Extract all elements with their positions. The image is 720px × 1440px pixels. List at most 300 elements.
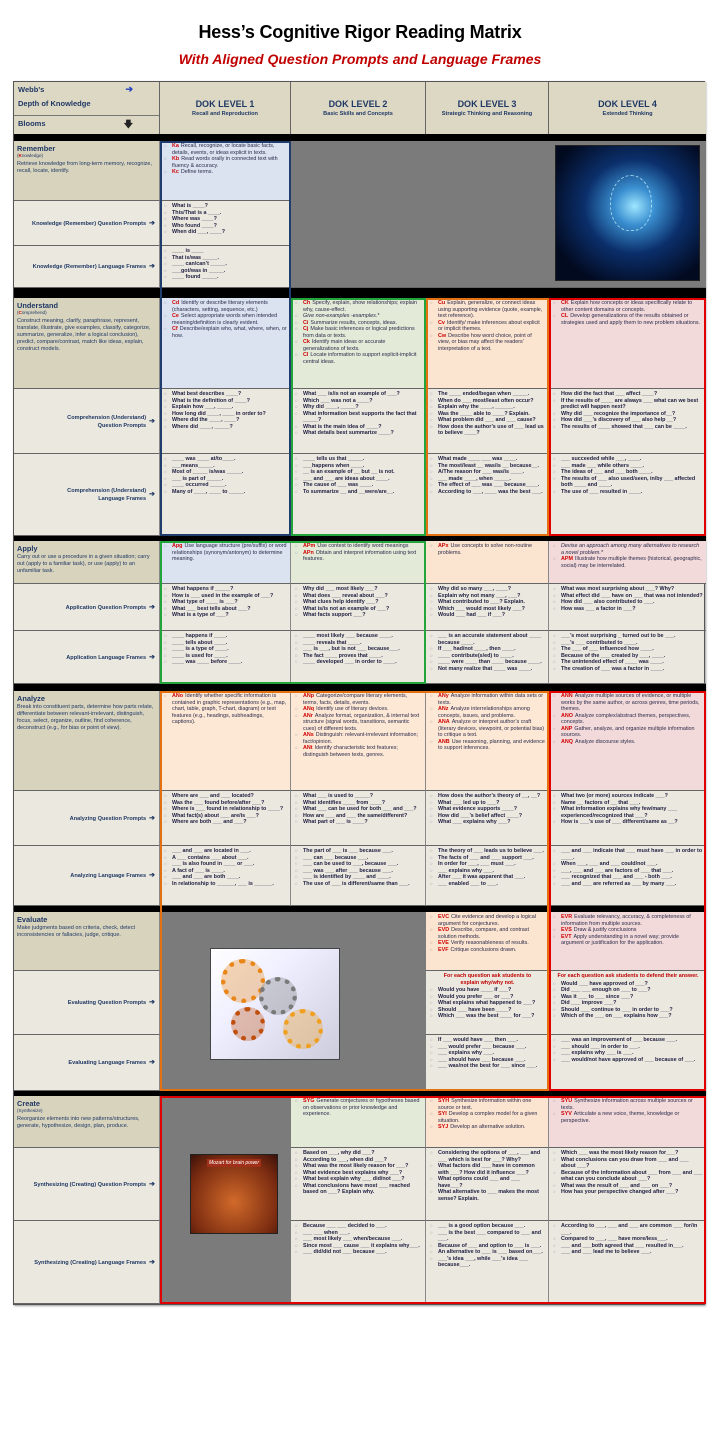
list-item: ○ Why did ___ most likely ___? <box>295 586 422 593</box>
bloom-alt-name: (Knowledge) <box>17 153 44 158</box>
list-item <box>295 339 422 352</box>
skill-text: Synthesize information across multiple sources or texts. <box>561 1098 693 1111</box>
apply-language-frames-label <box>14 631 160 684</box>
list-item: ○ What ___ is/is not an example of ___? <box>295 391 422 398</box>
list-item: ○ ___ made ____, when _____. <box>430 476 545 483</box>
list-item: ○ What contributed to ___? Explain. <box>430 599 545 606</box>
skill-text: Analyze format, organization, & internal text structure (signal words, transitions, semantic cues) of different texts. <box>303 712 420 732</box>
skill-code: Ch <box>303 300 311 306</box>
list-item <box>553 713 703 726</box>
prompt-list <box>553 456 703 495</box>
skill-text: Select appropriate words when intended meaning/definition is clearly evident. <box>172 313 278 326</box>
list-item: ○ Would ___ had ___ if ___? <box>430 612 545 619</box>
list-item <box>295 300 422 313</box>
skill-text: Analyze complex/abstract themes, perspectives, concepts. <box>561 712 691 725</box>
list-item <box>295 1098 422 1118</box>
understand-question-prompts-label <box>14 389 160 454</box>
list-item: ○ ___ is identified by ____ and ____. <box>295 874 422 881</box>
list-item: ○ Most of _____ is/was _____. <box>164 469 287 476</box>
list-item: ○ How does the author’s use of ___ lead us to believe ____? <box>430 424 545 437</box>
skill-code: Cu <box>438 300 446 306</box>
list-item: ○ What clues help identify ___? <box>295 599 422 606</box>
skill-code: APx <box>438 543 449 549</box>
list-item: ○ ___ and ___ lead me to believe ___. <box>553 1249 703 1256</box>
right-arrow-icon: ➔ <box>125 84 133 94</box>
list-item: ○ What ___ can be used for both ___ and ___? <box>295 806 422 813</box>
list-item: ○ What was the most likely reason for ___? <box>295 1163 422 1170</box>
skill-text: Develop a complex model for a given situation. <box>438 1111 538 1124</box>
skill-code: ANO <box>561 712 573 719</box>
right-arrow-icon: ➔ <box>149 872 155 879</box>
alt-name-initial: K <box>18 153 22 158</box>
list-item <box>295 713 422 733</box>
list-item: ○ ____ is ____ <box>164 248 287 255</box>
dok-level-sub: Recall and Reproduction <box>192 111 258 117</box>
list-item: ○ ____ tells about ____. <box>164 640 287 647</box>
list-item: ○ Which ___ was not a ____? <box>295 398 422 405</box>
list-item: ○ What details best summarize ____? <box>295 430 422 437</box>
list-item <box>295 352 422 365</box>
list-item: ○ The unintended effect of ____ was ____. <box>553 659 703 666</box>
list-item: ○ Why did ___ recognize the importance of__? <box>553 411 703 418</box>
list-item: ○ Because of the information about ___ from ___ and ___ what can you conclude about ___? <box>553 1170 703 1183</box>
list-item: ○ How is ___ used in the example of ___? <box>164 593 287 600</box>
list-item: ○ ___ and ___ are referred as ___ by many ___. <box>553 881 703 888</box>
list-item: ○ ___ explains why ___. <box>430 868 545 875</box>
list-item: ○ ____ reveals that ____. <box>295 640 422 647</box>
list-item: ○ ____ was ____ before ____. <box>164 659 287 666</box>
list-item <box>553 556 703 569</box>
list-item: ○ Where are ___ and ___ located? <box>164 793 287 800</box>
label-text: Knowledge (Remember) Language Frames <box>32 264 147 270</box>
prompt-instruction: For each question ask students to defend their answer. <box>557 973 699 979</box>
list-item: ○ What was the result of ___ and ___ on ___? <box>553 1183 703 1190</box>
list-item: ○ ___ and ___both agreed that ___ resulted in___. <box>553 1243 703 1250</box>
skill-code: SYG <box>303 1098 315 1104</box>
skill-text: Evaluate relevancy, accuracy, & completeness of information from multiple sources. <box>561 914 691 927</box>
skill-list <box>430 543 545 556</box>
list-item: ○ When did ___, ____? <box>164 229 287 236</box>
list-item <box>553 693 703 713</box>
list-item: ○ How has your perspective changed after ___? <box>553 1189 703 1196</box>
analyze-desc-dok3 <box>426 691 549 791</box>
skill-code: SYI <box>438 1111 447 1117</box>
list-item <box>553 543 703 556</box>
list-item <box>553 313 703 326</box>
skill-code: Apg <box>172 543 183 549</box>
understand-desc-dok2 <box>291 298 426 389</box>
gear-icon <box>259 977 297 1015</box>
evaluate-lf-dok3 <box>426 1035 549 1091</box>
prompt-list <box>295 456 422 495</box>
prompt-list <box>553 633 703 672</box>
skill-list <box>295 1098 422 1118</box>
list-item: ○ Because of the ___ created by ___, ____. <box>553 653 703 660</box>
bloom-title: Apply <box>17 544 38 553</box>
list-item: ○ Was the ___ found before/after ___? <box>164 800 287 807</box>
skill-text: Identify main ideas or accurate generalizations of texts. <box>303 339 386 352</box>
skill-text: Analyze interrelationships among concepts, issues, and problems. <box>438 706 530 719</box>
skill-text: Draw & justify conclusions <box>573 927 637 933</box>
list-item: ○ The cause of ___ was ____. <box>295 482 422 489</box>
right-arrow-icon: ➔ <box>149 417 155 425</box>
list-item: ○ ____ happens if ____. <box>164 633 287 640</box>
bloom-understand-description <box>14 298 160 389</box>
right-arrow-icon: ➔ <box>149 814 155 822</box>
skill-code: APn <box>303 549 314 556</box>
list-item: ○ To summarize __ and __were/are__. <box>295 489 422 496</box>
list-item: ○ What alternative to ___ makes the most sense? Explain. <box>430 1189 545 1202</box>
list-item: ○ How did ___ also contributed to ___. <box>553 599 703 606</box>
list-item: ○ What explains what happened to ___? <box>430 1000 545 1007</box>
list-item: ○ How does the author’s theory of __, __? <box>430 793 545 800</box>
bloom-title: Create <box>17 1099 41 1108</box>
alt-name-rest: omprehend <box>21 310 46 315</box>
prompt-list <box>553 981 703 1020</box>
skill-code: Kb <box>172 156 180 162</box>
skill-text: Identify use of literary devices. <box>316 706 389 712</box>
list-item: ○ What conclusions have most ___ reached based on ___? Explain why. <box>295 1183 422 1196</box>
list-item <box>430 739 545 752</box>
bloom-title: Analyze <box>17 694 45 703</box>
list-item: ○ How long did ____, ____ in order to? <box>164 411 287 418</box>
list-item: ○ What problem did ___ and ___ cause? <box>430 417 545 424</box>
right-arrow-icon: ➔ <box>149 491 155 498</box>
skill-text: Develop generalizations of the results obtained or strategies used and apply them to new problem situations. <box>561 313 701 326</box>
list-item <box>430 914 545 927</box>
create-qp-dok4 <box>549 1148 706 1221</box>
list-item: ○ Because of ___ and option to ___ is ___. <box>430 1243 545 1250</box>
list-item: ○ When ___, ___ and ___ could/not ___. <box>553 861 703 868</box>
list-item: ○ ___ most likely ___ when/because ___. <box>295 1236 422 1243</box>
analyze-desc-dok1 <box>160 691 291 791</box>
create-lf-dok4 <box>549 1221 706 1304</box>
list-item: ○ The most/least __ was/is __ because__. <box>430 463 545 470</box>
list-item <box>430 1124 545 1131</box>
skill-list <box>553 914 703 947</box>
list-item: ○ How did ___’s discovery of ___ also help __? <box>553 417 703 424</box>
analyze-language-frames-label <box>14 846 160 906</box>
alt-name-initial: C <box>18 310 22 315</box>
remember-desc-dok1 <box>160 141 291 201</box>
prompt-list <box>295 848 422 887</box>
list-item: ○ ___ would prefer ___ because ___. <box>430 1044 545 1051</box>
list-item: ○ What facts support ___? <box>295 612 422 619</box>
question-prompts-label <box>34 1181 147 1189</box>
analyze-question-prompts-label <box>14 791 160 846</box>
analyze-qp-dok4 <box>549 791 706 846</box>
list-item: ○ Explain how ___, _____. <box>164 404 287 411</box>
analyze-desc-dok2 <box>291 691 426 791</box>
dok-level-label: DOK LEVEL 4 <box>598 99 657 109</box>
prompt-list <box>553 848 703 887</box>
list-item: ○ Would you have ____ if ___? <box>430 987 545 994</box>
list-item: ○ The use of ___ is different/same than ___. <box>295 881 422 888</box>
label-text: Synthesizing (Creating) Language Frames <box>34 1259 147 1266</box>
prompt-list <box>430 586 545 619</box>
bloom-definition: Break into constituent parts, determine how parts relate, differentiate between relevant-irrelevant, distinguish, focus, select, organize, outline, find coherence, deconstruct (e.g., for bias or point of view). <box>17 704 154 731</box>
list-item: ○ ___ did/did not ___ because ___. <box>295 1249 422 1256</box>
skill-list <box>553 1098 703 1124</box>
skill-text: Use context to identify word meanings <box>317 543 409 549</box>
list-item: ○ The facts of ___ and ___ support ___. <box>430 855 545 862</box>
section-divider <box>14 134 706 141</box>
skill-text: Analyze information within data sets or texts. <box>438 693 544 706</box>
list-item: ○ What fact(s) about ___ are/is ___? <box>164 813 287 820</box>
list-item <box>430 1098 545 1111</box>
list-item: ○ What ___ led up to ___? <box>430 800 545 807</box>
dok-level-sub: Basic Skills and Concepts <box>323 111 393 117</box>
list-item <box>430 300 545 320</box>
skill-text: Critique conclusions drawn. <box>450 946 517 953</box>
label-text: Synthesizing (Creating) Question Prompts <box>33 1181 147 1188</box>
list-item: ○ What is ____? <box>164 203 287 210</box>
skill-code: ANz <box>438 706 449 712</box>
list-item: ○ What is the main idea of ____? <box>295 424 422 431</box>
prompt-list <box>295 793 422 826</box>
prompt-list <box>430 848 545 887</box>
list-item: ○ ___means_____. <box>164 463 287 470</box>
bloom-definition: Reorganize elements into new patterns/structures, generate, hypothesize, design, plan, produce. <box>17 1115 140 1129</box>
bloom-alt-name: (Synthesize) <box>17 1108 43 1113</box>
evaluate-lf-dok4 <box>549 1035 706 1091</box>
prompt-list <box>164 586 287 619</box>
list-item: ○ How are ___ and ___ the same/different? <box>295 813 422 820</box>
skill-text: Analyze multiple sources of evidence, or multiple works by the same author, or across genres, time periods, themes. <box>561 693 700 712</box>
list-item: ○ ___ should ___ in order to ___. <box>553 1044 703 1051</box>
gears-image <box>210 948 340 1060</box>
apply-qp-dok2 <box>291 584 426 631</box>
webbs-label: Webb’s <box>18 85 45 94</box>
list-item <box>164 169 287 176</box>
skill-code: Ci <box>303 319 309 326</box>
skill-list <box>164 143 287 176</box>
list-item: ○ What part of ___ is ____? <box>295 819 422 826</box>
language-frames-label <box>68 1059 146 1067</box>
mozart-image <box>190 1154 278 1234</box>
dok-level-label: DOK LEVEL 2 <box>328 99 388 109</box>
list-item: ○ ___ made ___ while others ____. <box>553 463 703 470</box>
list-item: ○ The use of ___ resulted in ____. <box>553 489 703 496</box>
understand-qp-dok3 <box>426 389 549 454</box>
list-item: ○ The theory of ___ leads us to believe ___. <box>430 848 545 855</box>
page-subtitle: With Aligned Question Prompts and Language Frames <box>178 51 542 67</box>
list-item: ○ In order for ___, ___ must ___. <box>430 861 545 868</box>
skill-text: Read words orally in connected text with fluency & accuracy. <box>172 156 278 169</box>
list-item <box>164 326 287 339</box>
label-text: Application Language Frames <box>66 654 147 661</box>
skill-code: SYJ <box>438 1124 449 1130</box>
list-item: ○ Which ___ was the most likely reason for___? <box>553 1150 703 1157</box>
skill-code: EVC <box>438 914 450 920</box>
prompt-list <box>164 633 287 666</box>
list-item: ○ What is a type of ___? <box>164 612 287 619</box>
list-item: ○ A fact of ___ is ____. <box>164 868 287 875</box>
list-item: ○ ___got/was in _____. <box>164 268 287 275</box>
skill-text: Analyze or interpret author’s craft (literary devices, viewpoint, or potential bias) to critique a text. <box>438 719 545 738</box>
list-item: ○ What ___ is used to _____? <box>295 793 422 800</box>
list-item: ○ Was it ___ to ___ since ___? <box>553 994 703 1001</box>
skill-code: Cf <box>172 326 178 332</box>
apply-desc-dok4 <box>549 541 706 584</box>
list-item: ○ What conclusions can you draw from ___ and ___ about ___? <box>553 1157 703 1170</box>
skill-list <box>553 300 703 326</box>
prompt-list <box>430 1150 545 1202</box>
skill-code: ANo <box>172 693 184 699</box>
list-item <box>430 320 545 333</box>
list-item: ○ What best explain why ___ did/not ___? <box>295 1176 422 1183</box>
list-item: ○ The fact ____ proves that ____. <box>295 653 422 660</box>
list-item: ○ This/That is a ____. <box>164 210 287 217</box>
understand-lf-dok3 <box>426 454 549 536</box>
skill-list <box>295 300 422 365</box>
skill-code: EVD <box>438 927 450 933</box>
right-arrow-icon: ➔ <box>149 1059 155 1066</box>
list-item: ○ ____ tells us that _____. <box>295 456 422 463</box>
list-item: ○ ___ would/not have approved of ___ because of ___. <box>553 1057 703 1064</box>
list-item: ○ ___’s ___ contributed to ____. <box>553 640 703 647</box>
bloom-alt-name: (Comprehend) <box>17 310 47 315</box>
list-item: ○ What evidence supports ____? <box>430 806 545 813</box>
prompt-list <box>553 1037 703 1063</box>
label-text: Comprehension (Understand) <box>67 414 147 421</box>
skill-code: EVF <box>438 946 449 953</box>
list-item <box>430 1111 545 1124</box>
list-item: ○ Not many realize that ____ was ____. <box>430 666 545 673</box>
list-item: ○ ___’s idea ___, while ___’s idea ___ because___. <box>430 1256 545 1269</box>
skill-text: Give non-examples -examples.* <box>303 313 380 319</box>
list-item: ○ ___ is the best ___ compared to ___ and ___. <box>430 1230 545 1243</box>
bloom-definition: Construct meaning, clarify, paraphrase, represent, translate, illustrate, give examples, classify, categorize, summarize, generalize, infer a logical conclusion), predict, compare/contrast, match like ideas, explain, construct models. <box>17 317 151 352</box>
skill-code: ANy <box>438 693 449 699</box>
dok-level-3-header <box>426 82 549 134</box>
skill-text: Define terms. <box>180 169 213 175</box>
list-item: ○ How was ___ a factor in ___? <box>553 606 703 613</box>
skill-list <box>430 914 545 953</box>
analyze-lf-dok2 <box>291 846 426 906</box>
list-item: ○ The part of ___ is ___ because ___. <box>295 848 422 855</box>
understand-language-frames-label <box>14 454 160 536</box>
bloom-create-description <box>14 1096 160 1148</box>
list-item: ○ How did ___’s belief affect ____? <box>430 813 545 820</box>
list-item: ○ ____ is used for ____. <box>164 653 287 660</box>
list-item: ○ Would ___ have approved of ___? <box>553 981 703 988</box>
list-item: ○ Where was ____? <box>164 216 287 223</box>
brain-image <box>555 145 700 281</box>
prompt-instruction: For each question ask students to explain why/why not. <box>443 973 532 986</box>
understand-desc-dok1 <box>160 298 291 389</box>
list-item: ○ ___ and ___ are located in ___. <box>164 848 287 855</box>
list-item <box>553 914 703 927</box>
list-item <box>553 300 703 313</box>
bloom-title: Remember <box>17 144 56 153</box>
create-image-panel <box>160 1096 291 1304</box>
dok-level-4-header <box>549 82 706 134</box>
skill-text: Explain, generalize, or connect ideas using supporting evidence (quote, example, text reference). <box>438 300 543 319</box>
list-item: ○ Many of ____, ____ to _____. <box>164 489 287 496</box>
prompt-list <box>164 793 287 826</box>
skill-code: ANN <box>561 693 573 699</box>
prompt-list <box>430 793 545 826</box>
skill-text: Obtain and interpret information using text features. <box>303 549 417 562</box>
list-item <box>553 1111 703 1124</box>
dok-label: Depth of Knowledge <box>18 99 91 108</box>
label-text: Evaluating Language Frames <box>68 1060 147 1066</box>
list-item <box>430 333 545 353</box>
dok-level-label: DOK LEVEL 1 <box>195 99 255 109</box>
bloom-definition: Make judgments based on criteria, check, detect inconsistencies or fallacies, judge, critique. <box>17 925 136 938</box>
list-item: ○ ___ and ___ indicate that ___ must have ___ in order to ____. <box>553 848 703 861</box>
list-item: ○ Did ___ ___ enough on ___ to ___? <box>553 987 703 994</box>
create-lf-dok2 <box>291 1221 426 1304</box>
list-item: ○ ____ occurred _____. <box>164 482 287 489</box>
list-item: ○ If ___ would have ___ then ___. <box>430 1037 545 1044</box>
list-item: ○ ___happens when ____. <box>295 463 422 470</box>
list-item <box>430 947 545 954</box>
list-item: ○ Because ___ ___ decided to ___. <box>295 1223 422 1230</box>
list-item: ○ Where did ____, _____? <box>164 424 287 431</box>
list-item: ○ Did ___ improve ___? <box>553 1000 703 1007</box>
list-item: ○ Where did the ____, ____? <box>164 417 287 424</box>
skill-code: ANq <box>303 706 315 712</box>
skill-text: Identify whether specific information is contained in graphic representations (e.g., map, chart, table, graph, T-chart, diagram) or text features (e.g., headings, subheadings, captions). <box>172 693 287 725</box>
skill-text: Summarize results, concepts, ideas. <box>310 319 397 326</box>
skill-code: Cj <box>303 326 309 332</box>
list-item: ○ What ___ best tells about ___? <box>164 606 287 613</box>
list-item <box>295 693 422 706</box>
list-item: ○ Who found ____? <box>164 223 287 230</box>
skill-code: Cd <box>172 300 180 306</box>
skill-list <box>553 543 703 569</box>
bloom-analyze-description <box>14 691 160 791</box>
right-arrow-icon: ➔ <box>149 653 155 661</box>
list-item: ○ ____ is a type of ____. <box>164 646 287 653</box>
prompt-list <box>295 1223 422 1256</box>
skill-text: Use language structure (pre/suffix) or word relationships (synonym/antonym) to determine meaning. <box>172 543 287 562</box>
list-item: ○ ____ contribute(s/ed) to ____. <box>430 653 545 660</box>
list-item: ○ Which of the ___ on ___ explains how ___? <box>553 1013 703 1020</box>
skill-text: Devise an approach among many alternatives to research a novel problem.* <box>561 543 700 556</box>
list-item: ○ What effect did ___ have on ___ that was not intended? <box>553 593 703 600</box>
analyze-lf-dok1 <box>160 846 291 906</box>
list-item: ○ Which ___ was the best ____ for ___? <box>430 1013 545 1020</box>
understand-desc-dok4 <box>549 298 706 389</box>
dok-level-1-header <box>160 82 291 134</box>
skill-text: Identify/ make inferences about explicit or implicit themes. <box>438 319 540 332</box>
bloom-apply-description <box>14 541 160 584</box>
list-item: ○ ___ can be used to ___, because ___. <box>295 861 422 868</box>
skill-code: Ka <box>172 143 179 149</box>
list-item: ○ Was the ____ able to ____? Explain. <box>430 411 545 418</box>
create-language-frames-label <box>14 1221 160 1304</box>
skill-text: Cite evidence and develop a logical argument for conjectures. <box>438 914 536 927</box>
list-item: ○ ___ is ___, but is not ___ because___. <box>295 646 422 653</box>
create-lf-dok3 <box>426 1221 549 1304</box>
blooms-label: Blooms <box>18 119 46 128</box>
list-item: ○ What information best supports the fact that _____? <box>295 411 422 424</box>
skill-text: Make basic inferences or logical predictions from data or texts. <box>303 326 415 339</box>
list-item <box>430 706 545 719</box>
skill-text: Generate conjectures or hypotheses based on observations or prior knowledge and experience. <box>303 1098 420 1117</box>
dok-level-sub: Extended Thinking <box>602 111 653 117</box>
skill-code: Ck <box>303 339 310 345</box>
bloom-evaluate-description <box>14 912 160 971</box>
apply-lf-dok2 <box>291 631 426 684</box>
bloom-definition: Retrieve knowledge from long-term memory, recognize, recall, locate, identify. <box>17 160 153 174</box>
alt-name-rest: nowledge <box>21 153 42 158</box>
prompt-list <box>553 1150 703 1196</box>
language-frames-label <box>66 654 146 662</box>
